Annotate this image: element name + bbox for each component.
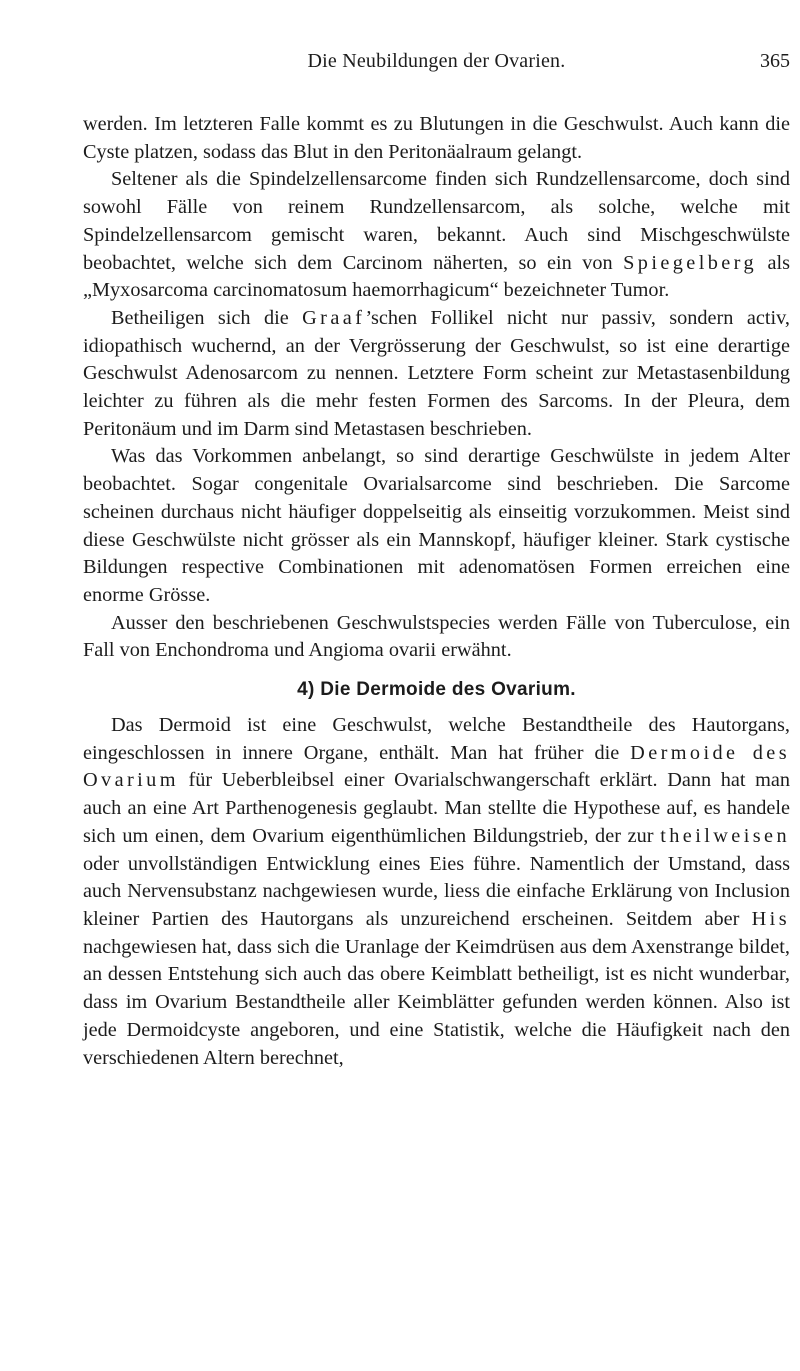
paragraph-rundzellensarcome xyxy=(83,166,790,305)
paragraph-text: für Ueberbleibsel einer Ovarialschwangerschaft erklärt. Dann hat man auch an eine Art Parthenogenesis geglaubt. Man stellte die Hypothese auf, es handele sich um einen, dem Ovarium eigenthümlichen Bildungstrieb, der zur xyxy=(83,769,790,847)
emphasis-theilweisen: theilweisen xyxy=(660,824,790,847)
emphasis-dermoide-des-ovarium: Dermoide des Ovarium xyxy=(83,741,790,792)
paragraph-tuberculose xyxy=(83,610,790,665)
paragraph-text: werden. Im letzteren Falle kommt es zu Blutungen in die Geschwulst. Auch kann die Cyste platzen, sodass das Blut in den Peritonäalraum gelangt. xyxy=(83,113,790,163)
running-title: Die Neubildungen der Ovarien. xyxy=(307,50,566,72)
page-header xyxy=(83,50,790,80)
section-heading: 4) Die Dermoide des Ovarium. xyxy=(297,679,576,701)
paragraph-text: als „Myxosarcoma carcinomatosum haemorrhagicum“ bezeichneter Tumor. xyxy=(83,251,790,302)
paragraph-text: ’schen Follikel nicht nur passiv, sondern activ, idiopathisch wuchernd, an der Vergrösserung der Geschwulst, so ist eine derartige Geschwulst Adenosarcom zu nennen. Letztere Form scheint zur Metastasenbildung leichter zu führen als die mehr festen Formen des Sarcoms. In der Pleura, dem Peritonäum und im Darm sind Metastasen beschrieben. xyxy=(83,306,790,440)
body-text xyxy=(83,111,790,1072)
paragraph-text: Ausser den beschriebenen Geschwulstspecies werden Fälle von Tuberculose, ein Fall von Enchondroma und Angioma ovarii erwähnt. xyxy=(83,611,790,662)
paragraph-continuation xyxy=(83,111,790,166)
paragraph-text: oder unvollständigen Entwicklung eines Eies führe. Namentlich der Umstand, dass auch Nervensubstanz nachgewiesen wurde, liess die einfache Erklärung von Inclusion kleiner Partien des Hautorgans als unzureichend erscheinen. Seitdem aber xyxy=(83,852,790,930)
paragraph-adenosarcom xyxy=(83,305,790,444)
paragraph-text: Seltener als die Spindelzellensarcome finden sich Rundzellensarcome, doch sind sowohl Fälle von reinem Rundzellensarcom, als solche, welche mit Spindelzellensarcom gemischt waren, bekannt. Auch sind Mischgeschwülste beobachtet, welche sich dem Carcinom näherten, so ein von xyxy=(83,168,790,274)
author-name-graaf: Graaf xyxy=(302,306,366,329)
paragraph-text: Was das Vorkommen anbelangt, so sind derartige Geschwülste in jedem Alter beobachtet. Sogar congenitale Ovarialsarcome sind beschrieben. Die Sarcome scheinen durchaus nicht häufiger doppelseitig als einseitig vorzukommen. Meist sind diese Geschwülste nicht grösser als ein Mannskopf, häufiger kleiner. Stark cystische Bildungen respective Combinationen mit adenomatösen Formen erreichen eine enorme Grösse. xyxy=(83,445,790,606)
author-name-spiegelberg: Spiegelberg xyxy=(623,251,757,274)
paragraph-dermoid xyxy=(83,712,790,1072)
paragraph-text: nachgewiesen hat, dass sich die Uranlage der Keimdrüsen aus dem Axenstrange bildet, an dessen Entstehung sich auch das obere Keimblatt betheiligt, ist es nicht wunderbar, dass im Ovarium Bestandtheile aller Keimblätter gefunden werden können. Also ist jede Dermoidcyste angeboren, und eine Statistik, welche die Häufigkeit nach den verschiedenen Altern berechnet, xyxy=(83,935,790,1069)
author-name-his: His xyxy=(751,907,790,930)
paragraph-vorkommen xyxy=(83,443,790,609)
paragraph-text: Betheiligen sich die xyxy=(111,306,289,329)
paragraph-text: Das Dermoid ist eine Geschwulst, welche Bestandtheile des Hautorgans, eingeschlossen in innere Organe, enthält. Man hat früher die xyxy=(83,714,790,764)
page-number: 365 xyxy=(760,50,790,72)
